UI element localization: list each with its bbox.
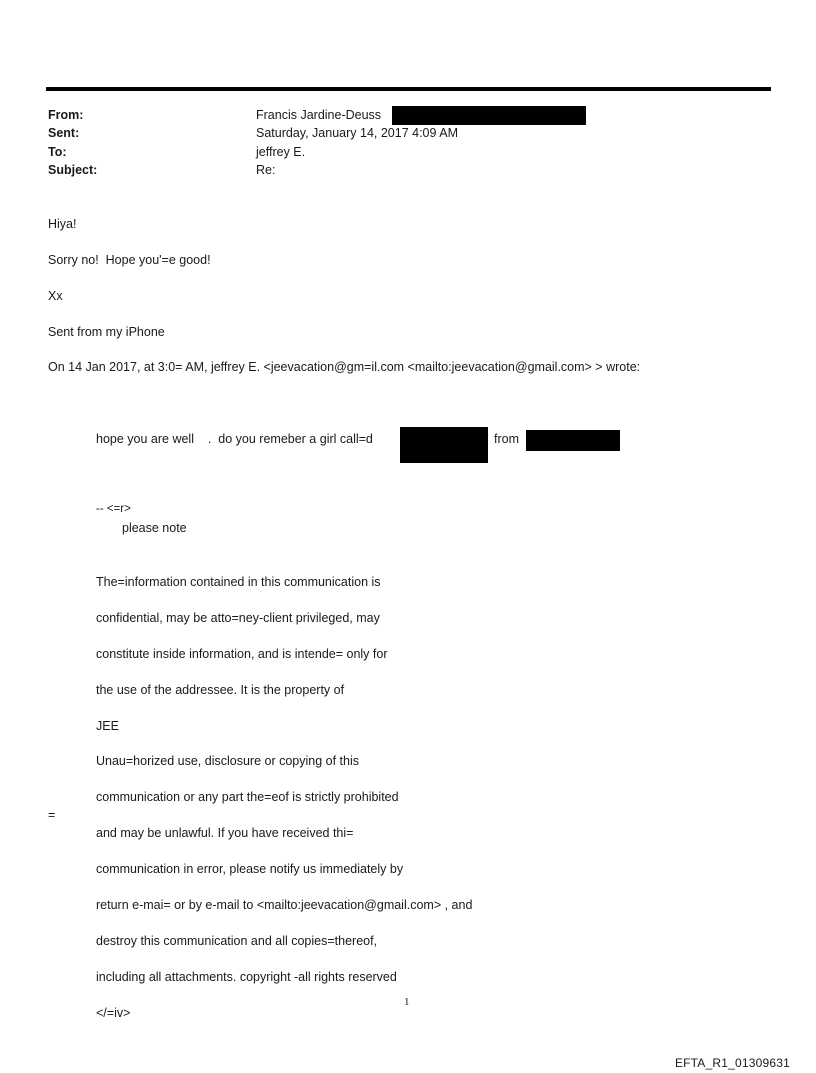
disclaimer-line: communication in error, please notify us immediately by (96, 862, 404, 877)
disclaimer-line: Unau=horized use, disclosure or copying of this (96, 754, 359, 769)
to-value: jeffrey E. (256, 145, 306, 159)
disclaimer-line: return e-mai= or by e-mail to <mailto:jeevacation@gmail.com> , and (96, 898, 473, 913)
sent-value: Saturday, January 14, 2017 4:09 AM (256, 126, 458, 140)
disclaimer-line: and may be unlawful. If you have received thi= (96, 826, 354, 841)
subject-value: Re: (256, 163, 276, 177)
greeting: Hiya! (48, 217, 77, 231)
from-label: From: (48, 108, 84, 122)
header-rule (46, 87, 771, 91)
from-value: Francis Jardine-Deuss (256, 108, 382, 122)
sent-label: Sent: (48, 126, 80, 140)
disclaimer-line: the use of the addressee. It is the property of (96, 682, 345, 697)
quoted-from-word: from (494, 432, 519, 446)
disclaimer-line: including all attachments. copyright -all rights reserved (96, 969, 397, 984)
to-label: To: (48, 145, 67, 159)
disclaimer-line: constitute inside information, and is intende= only for (96, 646, 388, 661)
disclaimer-line: destroy this communication and all copies=thereof, (96, 934, 378, 949)
redaction-name (400, 427, 488, 463)
reply-line: Sorry no! Hope you'=e good! (48, 253, 211, 267)
disclaimer-line: JEE (96, 718, 119, 733)
signature: Sent from my iPhone (48, 325, 165, 339)
signoff: Xx (48, 289, 63, 303)
page-number: 1 (404, 996, 410, 1008)
trailing-equals: = (48, 808, 56, 822)
please-note: please note (122, 521, 187, 535)
disclaimer-line: confidential, may be atto=ney-client privileged, may (96, 610, 380, 625)
disclaimer-line: communication or any part the=eof is strictly prohibited (96, 790, 399, 805)
quote-intro: On 14 Jan 2017, at 3:0= AM, jeffrey E. <jeevacation@gm=il.com <mailto:jeevacation@gmail.com> > wrote: (48, 360, 641, 374)
disclaimer (96, 556, 472, 1041)
quoted-question: hope you are well . do you remeber a girl call=d (96, 432, 373, 446)
redaction-location (526, 430, 620, 451)
redaction-from-email (392, 106, 586, 125)
disclaimer-line: </=iv> (96, 1005, 131, 1020)
disclaimer-line: The=information contained in this communication is (96, 574, 381, 589)
subject-label: Subject: (48, 163, 98, 177)
bates-number: EFTA_R1_01309631 (674, 1056, 790, 1070)
sig-marker: -- <=r> (96, 503, 131, 515)
